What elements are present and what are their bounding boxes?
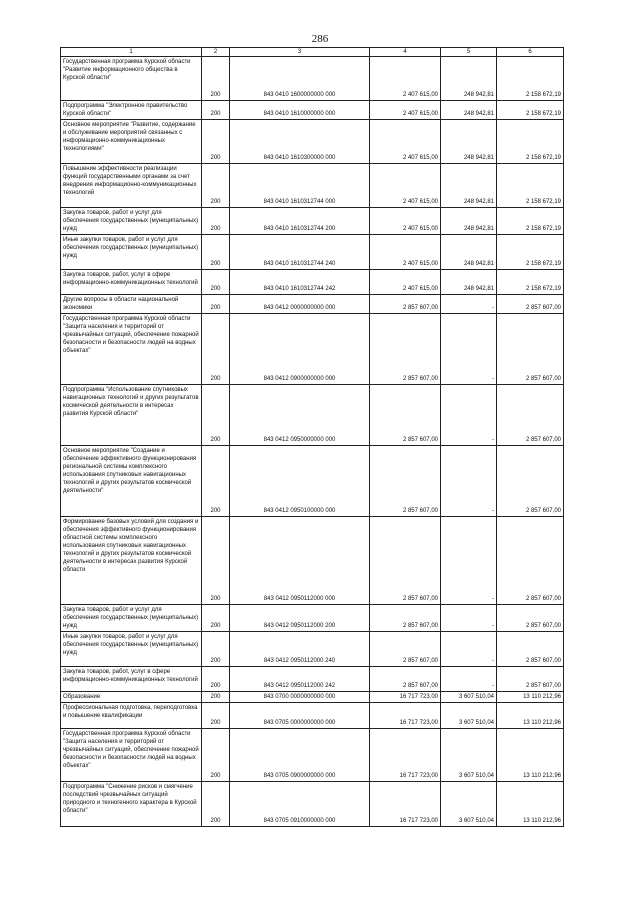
- row-code: 200: [202, 605, 230, 632]
- row-kbk-code: 843 0412 0000000000 000: [230, 295, 370, 314]
- row-kbk-code: 843 0412 0950000000 000: [230, 385, 370, 446]
- row-kbk-code: 843 0705 0910000000 000: [230, 782, 370, 827]
- column-header: 6: [497, 48, 564, 57]
- row-name: Закупка товаров, работ, услуг в сфере информационно-коммуникационных технологий: [61, 667, 202, 692]
- row-name: Основное мероприятие "Создание и обеспечение эффективного функционирования региональной системы комплексного использования спутниковых навигационных технологий и других результатов космической деятельности": [61, 446, 202, 517]
- column-header: 5: [441, 48, 497, 57]
- row-kbk-code: 843 0410 1610300000 000: [230, 120, 370, 164]
- row-kbk-code: 843 0705 0000000000 000: [230, 703, 370, 729]
- row-code: 200: [202, 101, 230, 120]
- row-kbk-code: 843 0410 1600000000 000: [230, 57, 370, 101]
- row-value-col5: 3 607 510,04: [441, 782, 497, 827]
- row-value-col5: 3 607 510,04: [441, 703, 497, 729]
- row-value-col5: 248 942,81: [441, 208, 497, 235]
- row-name: Подпрограмма "Снижение рисков и смягчение последствий чрезвычайных ситуаций природного и техногенного характера в Курской области": [61, 782, 202, 827]
- row-kbk-code: 843 0412 0950112000 200: [230, 605, 370, 632]
- column-header: 4: [370, 48, 441, 57]
- row-value-col5: -: [441, 385, 497, 446]
- row-value-col6: 2 857 607,00: [497, 295, 564, 314]
- row-code: 200: [202, 632, 230, 667]
- row-value-col5: 248 942,81: [441, 270, 497, 295]
- row-code: 200: [202, 703, 230, 729]
- table-row: [61, 120, 564, 164]
- table-row: [61, 446, 564, 517]
- row-value-col5: -: [441, 446, 497, 517]
- table-row: [61, 605, 564, 632]
- row-code: 200: [202, 164, 230, 208]
- row-code: 200: [202, 446, 230, 517]
- row-name: Другие вопросы в области национальной экономики: [61, 295, 202, 314]
- row-name: Подпрограмма "Электронное правительство Курской области": [61, 101, 202, 120]
- row-code: 200: [202, 57, 230, 101]
- table-row: [61, 295, 564, 314]
- table-row: [61, 270, 564, 295]
- column-header: 1: [61, 48, 202, 57]
- row-name: Государственная программа Курской области "Защита населения и территорий от чрезвычайных ситуаций, обеспечение пожарной безопасности и безопасности людей на водных объектах": [61, 314, 202, 385]
- table-row: [61, 314, 564, 385]
- row-name: Профессиональная подготовка, переподготовка и повышение квалификации: [61, 703, 202, 729]
- row-code: 200: [202, 270, 230, 295]
- row-value-col6: 13 110 212,96: [497, 703, 564, 729]
- row-value-col5: -: [441, 632, 497, 667]
- row-code: 200: [202, 517, 230, 605]
- row-value-col4: 2 407 615,00: [370, 164, 441, 208]
- row-code: 200: [202, 667, 230, 692]
- table-row: [61, 164, 564, 208]
- row-kbk-code: 843 0410 1610312744 000: [230, 164, 370, 208]
- row-kbk-code: 843 0412 0950112000 000: [230, 517, 370, 605]
- row-value-col5: -: [441, 667, 497, 692]
- table-row: [61, 729, 564, 782]
- row-value-col4: 2 407 615,00: [370, 235, 441, 270]
- row-value-col4: 2 407 615,00: [370, 270, 441, 295]
- row-value-col6: 2 857 607,00: [497, 446, 564, 517]
- row-value-col4: 2 857 607,00: [370, 446, 441, 517]
- row-kbk-code: 843 0410 1610312744 200: [230, 208, 370, 235]
- row-code: 200: [202, 120, 230, 164]
- row-name: Закупка товаров, работ и услуг для обеспечения государственных (муниципальных) нужд: [61, 605, 202, 632]
- table-row: [61, 57, 564, 101]
- row-code: 200: [202, 208, 230, 235]
- table-row: [61, 385, 564, 446]
- row-value-col4: 16 717 723,00: [370, 692, 441, 703]
- table-row: [61, 667, 564, 692]
- row-value-col4: 2 407 615,00: [370, 101, 441, 120]
- row-kbk-code: 843 0410 1610312744 242: [230, 270, 370, 295]
- row-name: Закупка товаров, работ, услуг в сфере информационно-коммуникационных технологий: [61, 270, 202, 295]
- row-code: 200: [202, 314, 230, 385]
- row-code: 200: [202, 385, 230, 446]
- row-code: 200: [202, 782, 230, 827]
- row-value-col6: 13 110 212,96: [497, 782, 564, 827]
- row-value-col5: -: [441, 314, 497, 385]
- row-value-col4: 16 717 723,00: [370, 703, 441, 729]
- row-value-col4: 2 407 615,00: [370, 120, 441, 164]
- row-name: Закупка товаров, работ и услуг для обеспечения государственных (муниципальных) нужд: [61, 208, 202, 235]
- row-value-col6: 13 110 212,96: [497, 692, 564, 703]
- row-value-col6: 2 857 607,00: [497, 605, 564, 632]
- row-value-col6: 2 158 672,19: [497, 101, 564, 120]
- row-value-col6: 2 857 607,00: [497, 667, 564, 692]
- row-value-col4: 2 857 607,00: [370, 295, 441, 314]
- row-value-col5: 248 942,81: [441, 101, 497, 120]
- header-row: [61, 48, 564, 57]
- row-value-col6: 13 110 212,96: [497, 729, 564, 782]
- table-row: [61, 101, 564, 120]
- column-header: 2: [202, 48, 230, 57]
- row-kbk-code: 843 0412 0900000000 000: [230, 314, 370, 385]
- row-value-col4: 2 857 607,00: [370, 667, 441, 692]
- table-row: [61, 632, 564, 667]
- row-code: 200: [202, 692, 230, 703]
- row-value-col5: 3 607 510,04: [441, 729, 497, 782]
- row-kbk-code: 843 0412 0950112000 240: [230, 632, 370, 667]
- row-value-col5: 248 942,81: [441, 164, 497, 208]
- row-value-col5: 248 942,81: [441, 57, 497, 101]
- row-name: Иные закупки товаров, работ и услуг для обеспечения государственных (муниципальных) нужд: [61, 235, 202, 270]
- table-row: [61, 782, 564, 827]
- table-row: [61, 703, 564, 729]
- row-name: Подпрограмма "Использование спутниковых навигационных технологий и других результатов космической деятельности в интересах развития Курской области": [61, 385, 202, 446]
- row-value-col4: 2 857 607,00: [370, 314, 441, 385]
- row-value-col6: 2 857 607,00: [497, 314, 564, 385]
- row-value-col4: 2 857 607,00: [370, 632, 441, 667]
- row-value-col6: 2 158 672,19: [497, 235, 564, 270]
- row-value-col4: 2 857 607,00: [370, 517, 441, 605]
- row-value-col6: 2 158 672,19: [497, 164, 564, 208]
- budget-table: [60, 47, 564, 827]
- row-name: Формирование базовых условий для создания и обеспечения эффективного функционирования областной системы комплексного использования спутниковых навигационных технологий и других результатов космической деятельности в интересах развития Курской области: [61, 517, 202, 605]
- row-name: Образование: [61, 692, 202, 703]
- row-value-col4: 2 407 615,00: [370, 208, 441, 235]
- row-code: 200: [202, 729, 230, 782]
- row-value-col6: 2 158 672,19: [497, 270, 564, 295]
- column-header: 3: [230, 48, 370, 57]
- row-name: Основное мероприятие "Развитие, содержание и обслуживание мероприятий связанных с информационно-коммуникационных технологиями": [61, 120, 202, 164]
- row-code: 200: [202, 295, 230, 314]
- table-row: [61, 208, 564, 235]
- row-value-col6: 2 158 672,19: [497, 57, 564, 101]
- row-kbk-code: 843 0705 0900000000 000: [230, 729, 370, 782]
- row-value-col5: 3 607 510,04: [441, 692, 497, 703]
- row-value-col4: 2 407 615,00: [370, 57, 441, 101]
- row-value-col4: 2 857 607,00: [370, 385, 441, 446]
- table-row: [61, 692, 564, 703]
- row-value-col6: 2 857 607,00: [497, 517, 564, 605]
- table-row: [61, 235, 564, 270]
- row-kbk-code: 843 0412 0950100000 000: [230, 446, 370, 517]
- row-value-col6: 2 857 607,00: [497, 385, 564, 446]
- table-body: [61, 57, 564, 827]
- row-name: Государственная программа Курской области "Защита населения и территорий от чрезвычайных ситуаций, обеспечение пожарной безопасности и безопасности людей на водных объектах": [61, 729, 202, 782]
- row-value-col6: 2 158 672,19: [497, 120, 564, 164]
- row-value-col5: 248 942,81: [441, 235, 497, 270]
- row-kbk-code: 843 0700 0000000000 000: [230, 692, 370, 703]
- row-value-col4: 2 857 607,00: [370, 605, 441, 632]
- row-value-col4: 16 717 723,00: [370, 729, 441, 782]
- row-kbk-code: 843 0410 1610312744 240: [230, 235, 370, 270]
- row-value-col4: 16 717 723,00: [370, 782, 441, 827]
- table-row: [61, 517, 564, 605]
- row-value-col5: -: [441, 295, 497, 314]
- row-value-col5: 248 942,81: [441, 120, 497, 164]
- row-value-col6: 2 158 672,19: [497, 208, 564, 235]
- row-value-col5: -: [441, 605, 497, 632]
- row-code: 200: [202, 235, 230, 270]
- row-value-col5: -: [441, 517, 497, 605]
- row-name: Иные закупки товаров, работ и услуг для обеспечения государственных (муниципальных) нужд: [61, 632, 202, 667]
- row-kbk-code: 843 0410 1610000000 000: [230, 101, 370, 120]
- row-value-col6: 2 857 607,00: [497, 632, 564, 667]
- page-number: 286: [311, 33, 329, 45]
- row-kbk-code: 843 0412 0950112000 242: [230, 667, 370, 692]
- row-name: Повышение эффективности реализации функций государственными органами за счет внедрения информационно-коммуникационных технологий: [61, 164, 202, 208]
- row-name: Государственная программа Курской области "Развитие информационного общества в Курской области": [61, 57, 202, 101]
